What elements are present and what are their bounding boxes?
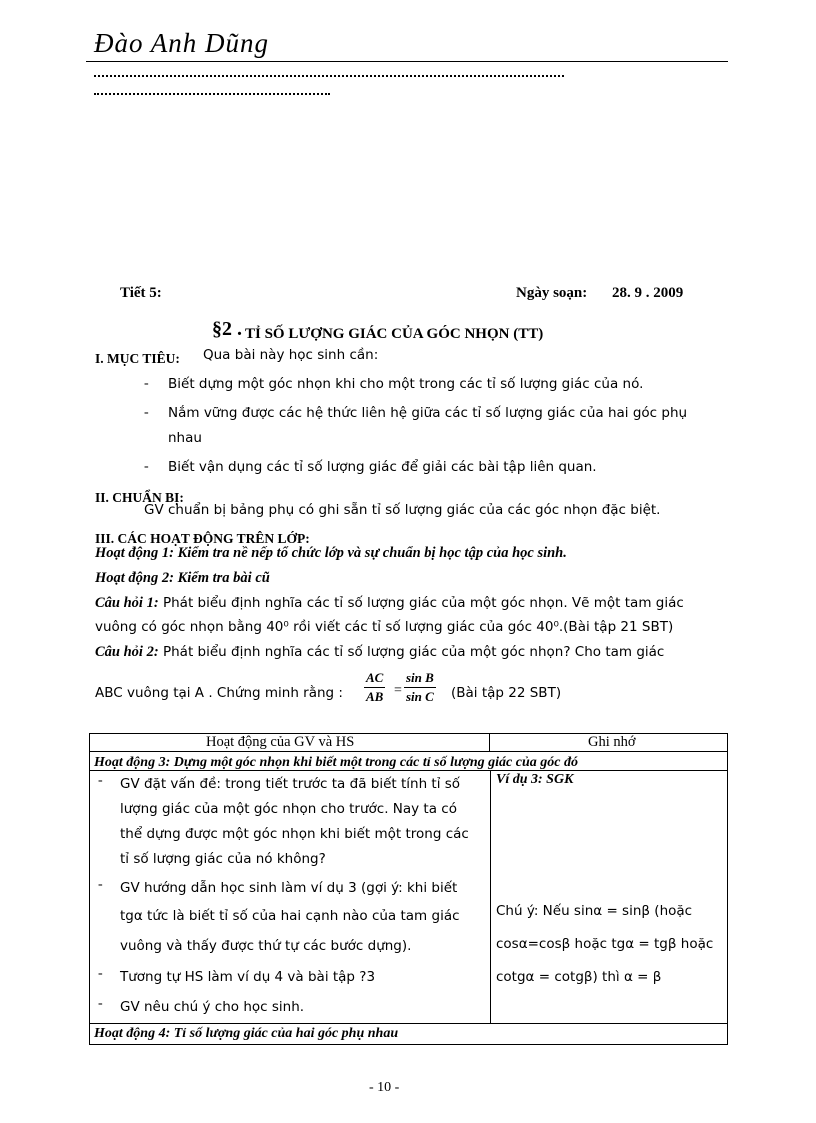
question-1-label: Câu hỏi 1: [95,595,159,611]
table-header-activities: Hoạt động của GV và HS [206,734,355,750]
exercise-reference: (Bài tập 22 SBT) [451,685,562,701]
table-text-line: Tương tự HS làm ví dụ 4 và bài tập ?3 [120,969,376,985]
note-line: cosα=cosβ hoặc tgα = tgβ hoặc [496,936,714,952]
objective-item: Biết dựng một góc nhọn khi cho một trong các tỉ số lượng giác của nó. [168,376,644,392]
table-text-line: tgα tức là biết tỉ số của hai cạnh nào của tam giác [120,908,460,924]
activity-4-heading: Hoạt động 4: Tỉ số lượng giác của hai góc phụ nhau [94,1026,399,1041]
objective-item-continued: nhau [168,430,202,446]
table-border-bottom [89,1044,728,1045]
bullet-dash: - [98,773,103,788]
table-text-line: thể dựng được một góc nhọn khi biết một trong các [120,826,469,842]
table-header-rule [89,751,728,752]
question-1-text-continued: vuông có góc nhọn bằng 40⁰ rồi viết các tỉ số lượng giác của góc 40⁰.(Bài tập 21 SBT) [95,619,674,635]
table-text-line: GV đặt vấn đề: trong tiết trước ta đã biết tính tỉ số [120,776,461,792]
objective-item: Nắm vững được các hệ thức liên hệ giữa các tỉ số lượng giác của hai góc phụ [168,405,688,421]
fraction-ac-ab [364,670,385,705]
table-text-line: GV nêu chú ý cho học sinh. [120,999,305,1015]
page-number: - 10 - [369,1080,400,1095]
question-2-text: Phát biểu định nghĩa các tỉ số lượng giác của một góc nhọn? Cho tam giác [162,644,665,660]
dotted-line-2 [94,93,330,95]
question-1 [95,595,684,612]
header-rule [86,61,728,62]
lesson-label: Tiết 5: [120,285,162,301]
fraction-denominator: AB [366,689,384,704]
bullet-dash: - [144,405,149,420]
bullet-dash: - [98,966,103,981]
activities-heading: III. CÁC HOẠT ĐỘNG TRÊN LỚP: [95,531,310,546]
table-text-line: tỉ số lượng giác của nó không? [120,851,326,867]
table-text-line: lượng giác của một góc nhọn cho trước. Nay ta có [120,801,457,817]
note-line: cotgα = cotgβ) thì α = β [496,969,662,985]
table-text-line: vuông và thấy được thứ tự các bước dựng). [120,938,412,954]
bullet-dash: - [144,376,149,391]
table-column-divider [490,770,491,1024]
date-value: 28. 9 . 2009 [612,285,684,301]
lesson-title: TỈ SỐ LƯỢNG GIÁC CỦA GÓC NHỌN (TT) [245,326,544,342]
preparation-heading: II. CHUẨN BỊ: [95,490,184,505]
objectives-heading: I. MỤC TIÊU: [95,351,180,366]
table-row-rule [89,1023,728,1024]
fraction-sinb-sinc [404,670,436,705]
dotted-line-1 [94,75,564,77]
question-2 [95,644,664,661]
activity-1-heading: Hoạt động 1: Kiểm tra nề nếp tổ chức lớp và sự chuẩn bị học tập của học sinh. [95,545,567,561]
objectives-intro: Qua bài này học sinh cần: [203,347,379,363]
author-name: Đào Anh Dũng [94,28,270,58]
note-line: Chú ý: Nếu sinα = sinβ (hoặc [496,903,693,919]
objective-item: Biết vận dụng các tỉ số lượng giác để giải các bài tập liên quan. [168,459,597,475]
bullet-dash: - [98,877,103,892]
table-text-line: GV hướng dẫn học sinh làm ví dụ 3 (gợi ý: khi biết [120,880,458,896]
activity-2-heading: Hoạt động 2: Kiểm tra bài cũ [95,570,270,586]
date-label: Ngày soạn: [516,285,588,301]
bullet-dash: - [144,459,149,474]
table-header-notes: Ghi nhớ [588,734,636,750]
bullet-dash: - [98,996,103,1011]
question-1-text: Phát biểu định nghĩa các tỉ số lượng giác của một góc nhọn. Vẽ một tam giác [162,595,684,611]
fraction-denominator: sin C [406,689,434,704]
section-number: §2 . [212,318,242,340]
table-column-divider [489,733,490,752]
preparation-text: GV chuẩn bị bảng phụ có ghi sẵn tỉ số lượng giác của các góc nhọn đặc biệt. [144,502,661,518]
table-border-left [89,733,90,1045]
question-2-label: Câu hỏi 2: [95,644,159,660]
table-border-right [727,733,728,1045]
activity-3-heading: Hoạt động 3: Dựng một góc nhọn khi biết một trong các tỉ số lượng giác của góc đó [94,755,578,770]
example-reference: Ví dụ 3: SGK [496,772,574,787]
equals-sign: = [394,683,402,698]
question-2-text-continued: ABC vuông tại A . Chứng minh rằng : [95,685,343,701]
fraction-numerator: AC [364,670,385,688]
fraction-numerator: sin B [404,670,436,688]
